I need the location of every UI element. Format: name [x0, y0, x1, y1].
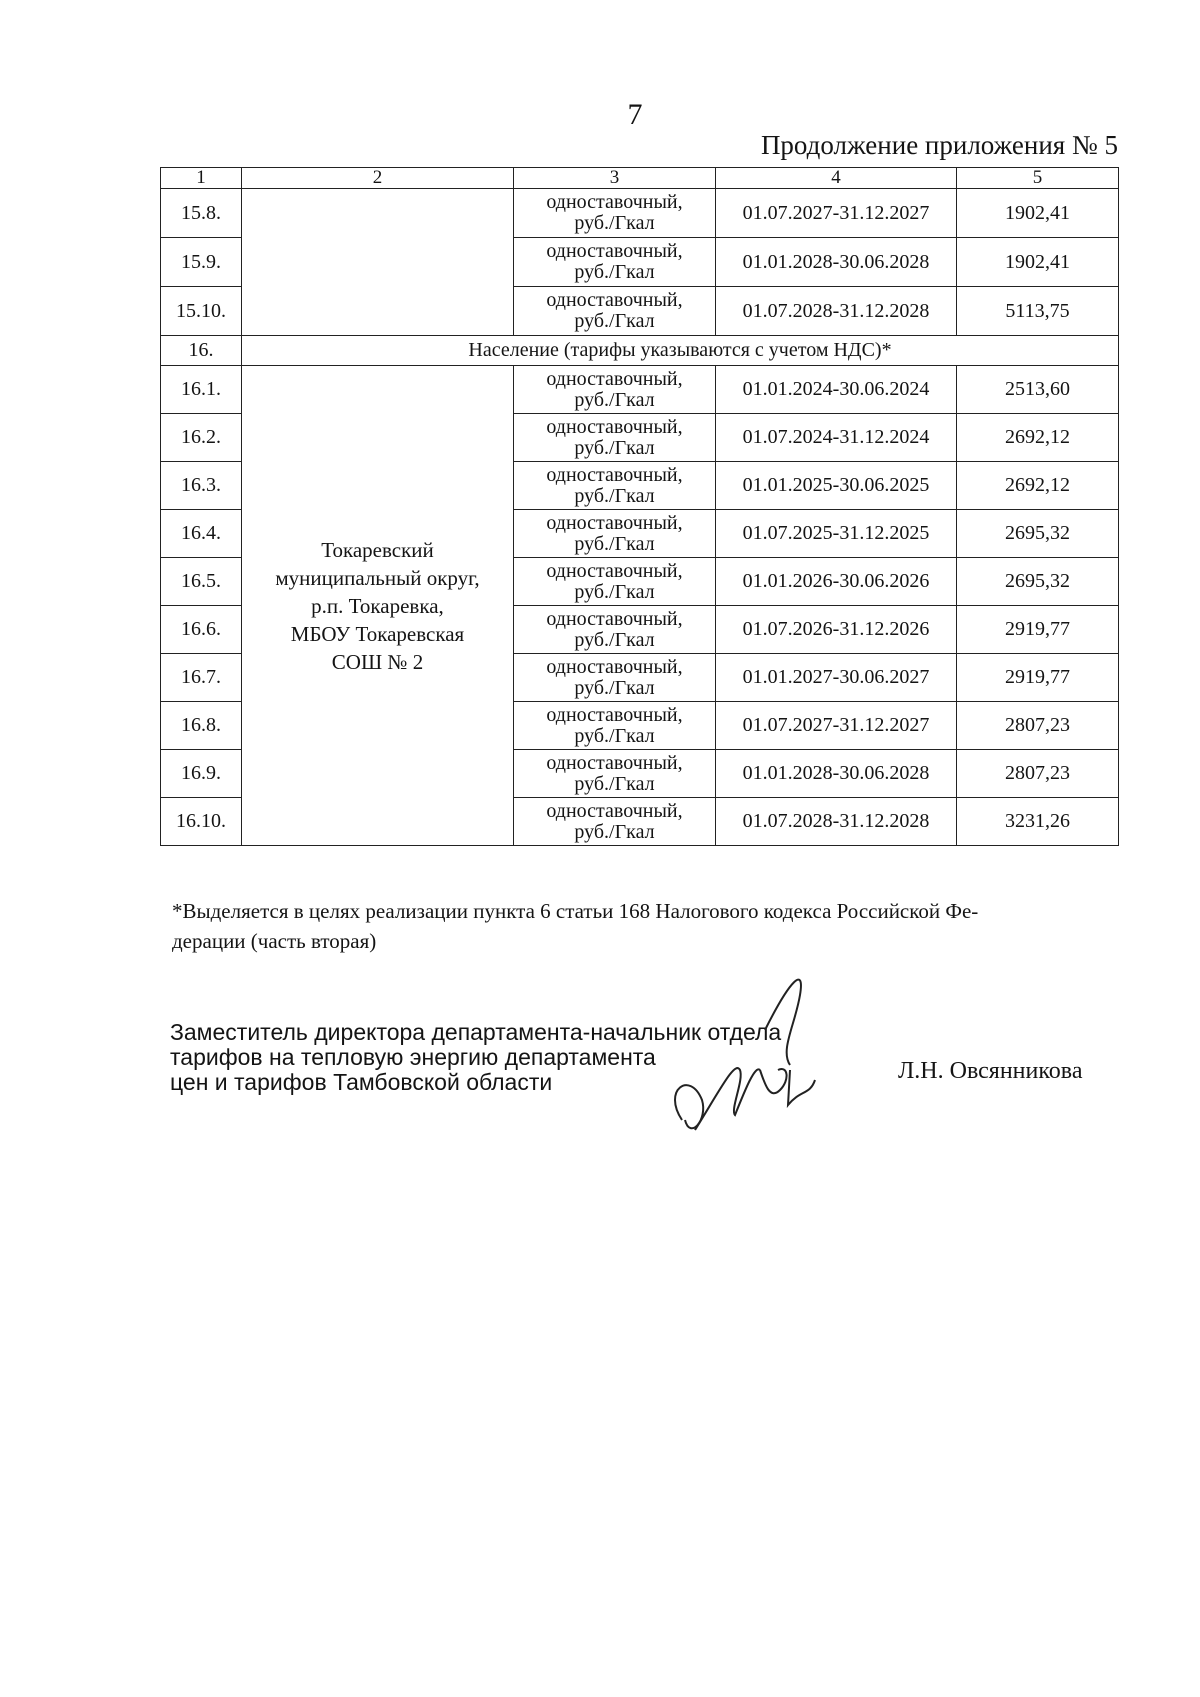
tariff-type-cell	[514, 238, 716, 287]
tariff-value-cell: 2692,12	[957, 462, 1119, 510]
period-cell: 01.01.2028-30.06.2028	[716, 750, 957, 798]
tariff-type-line: одноставочный,	[546, 607, 683, 630]
table-row	[161, 366, 1119, 414]
section-title-cell: Население (тарифы указываются с учетом НДС)*	[242, 336, 1119, 366]
consumer-name-cell	[242, 366, 514, 846]
tariff-unit-line: руб./Гкал	[574, 628, 655, 651]
period-cell: 01.07.2027-31.12.2027	[716, 189, 957, 238]
row-number-cell: 15.10.	[161, 287, 242, 336]
tariff-value-cell: 2695,32	[957, 510, 1119, 558]
tariff-type-line: одноставочный,	[546, 463, 683, 486]
tariff-type-line: одноставочный,	[546, 703, 683, 726]
tariff-value-cell: 5113,75	[957, 287, 1119, 336]
tariff-unit-line: руб./Гкал	[574, 310, 655, 332]
page-number: 7	[627, 98, 643, 131]
tariff-type-cell	[514, 654, 716, 702]
period-cell: 01.07.2026-31.12.2026	[716, 606, 957, 654]
tariff-type-cell	[514, 366, 716, 414]
tariff-unit-line: руб./Гкал	[574, 388, 655, 411]
tariff-value-cell: 2807,23	[957, 750, 1119, 798]
period-cell: 01.01.2024-30.06.2024	[716, 366, 957, 414]
consumer-name-line: СОШ № 2	[331, 649, 424, 674]
tariff-type-line: одноставочный,	[546, 191, 683, 213]
column-header: 3	[514, 168, 716, 189]
footnote-line: дерации (часть вторая)	[172, 929, 377, 953]
row-number-cell: 16.6.	[161, 606, 242, 654]
footnote-line: *Выделяется в целях реализации пункта 6 статьи 168 Налогового кодекса Российской Фе-	[172, 899, 979, 923]
position-line: Заместитель директора департамента-начальник отдела	[170, 1019, 782, 1045]
tariff-type-cell	[514, 750, 716, 798]
tariff-value-cell: 1902,41	[957, 238, 1119, 287]
tariff-unit-line: руб./Гкал	[574, 820, 655, 843]
tariff-table	[160, 167, 1119, 846]
tariff-unit-line: руб./Гкал	[574, 580, 655, 603]
tariff-value-cell: 2919,77	[957, 606, 1119, 654]
appendix-continuation-title: Продолжение приложения № 5	[760, 130, 1118, 160]
tariff-type-cell	[514, 462, 716, 510]
tariff-type-line: одноставочный,	[546, 655, 683, 678]
tariff-type-line: одноставочный,	[546, 289, 683, 311]
period-cell: 01.01.2028-30.06.2028	[716, 238, 957, 287]
tariff-value-cell: 2919,77	[957, 654, 1119, 702]
period-cell: 01.01.2026-30.06.2026	[716, 558, 957, 606]
row-number-cell: 16.9.	[161, 750, 242, 798]
period-cell: 01.01.2025-30.06.2025	[716, 462, 957, 510]
table-header-row	[161, 168, 1119, 189]
tariff-type-line: одноставочный,	[546, 751, 683, 774]
tariff-unit-line: руб./Гкал	[574, 436, 655, 459]
tariff-unit-line: руб./Гкал	[574, 532, 655, 555]
tariff-type-line: одноставочный,	[546, 240, 683, 262]
row-number-cell: 16.1.	[161, 366, 242, 414]
tariff-type-line: одноставочный,	[546, 511, 683, 534]
consumer-name-line: Токаревский	[321, 537, 434, 562]
period-cell: 01.07.2024-31.12.2024	[716, 414, 957, 462]
period-cell: 01.07.2025-31.12.2025	[716, 510, 957, 558]
consumer-name-line: МБОУ Токаревская	[290, 621, 465, 646]
row-number-cell: 16.2.	[161, 414, 242, 462]
tariff-type-line: одноставочный,	[546, 415, 683, 438]
column-header: 2	[242, 168, 514, 189]
period-cell: 01.01.2027-30.06.2027	[716, 654, 957, 702]
tariff-value-cell: 3231,26	[957, 798, 1119, 846]
tariff-type-cell	[514, 606, 716, 654]
consumer-name-line: р.п. Токаревка,	[311, 593, 444, 618]
tariff-type-line: одноставочный,	[546, 799, 683, 822]
row-number-cell: 16.3.	[161, 462, 242, 510]
row-number-cell: 16.5.	[161, 558, 242, 606]
tariff-type-cell	[514, 189, 716, 238]
tariff-value-cell: 2807,23	[957, 702, 1119, 750]
tariff-value-cell: 2695,32	[957, 558, 1119, 606]
tariff-unit-line: руб./Гкал	[574, 261, 655, 283]
section-row	[161, 336, 1119, 366]
tariff-value-cell: 1902,41	[957, 189, 1119, 238]
tariff-unit-line: руб./Гкал	[574, 724, 655, 747]
tariff-type-cell	[514, 558, 716, 606]
tariff-unit-line: руб./Гкал	[574, 212, 655, 234]
tariff-value-cell: 2692,12	[957, 414, 1119, 462]
column-header: 5	[957, 168, 1119, 189]
row-number-cell: 16.10.	[161, 798, 242, 846]
row-number-cell: 15.8.	[161, 189, 242, 238]
tariff-type-cell	[514, 510, 716, 558]
table-row	[161, 189, 1119, 238]
row-number-cell: 15.9.	[161, 238, 242, 287]
row-number-cell: 16.4.	[161, 510, 242, 558]
signer-name: Л.Н. Овсянникова	[898, 1058, 1083, 1084]
period-cell: 01.07.2027-31.12.2027	[716, 702, 957, 750]
tariff-type-cell	[514, 414, 716, 462]
tariff-type-line: одноставочный,	[546, 559, 683, 582]
handwritten-signature	[660, 970, 860, 1150]
tariff-unit-line: руб./Гкал	[574, 772, 655, 795]
tariff-type-cell	[514, 287, 716, 336]
tariff-type-line: одноставочный,	[546, 367, 683, 390]
row-number-cell: 16.7.	[161, 654, 242, 702]
row-number-cell: 16.8.	[161, 702, 242, 750]
column-header: 4	[716, 168, 957, 189]
tariff-unit-line: руб./Гкал	[574, 676, 655, 699]
period-cell: 01.07.2028-31.12.2028	[716, 287, 957, 336]
tariff-value-cell: 2513,60	[957, 366, 1119, 414]
position-line: тарифов на тепловую энергию департамента	[170, 1044, 656, 1070]
period-cell: 01.07.2028-31.12.2028	[716, 798, 957, 846]
tariff-unit-line: руб./Гкал	[574, 484, 655, 507]
section-number-cell: 16.	[161, 336, 242, 366]
consumer-name-line: муниципальный округ,	[275, 565, 480, 590]
column-header: 1	[161, 168, 242, 189]
tariff-type-cell	[514, 702, 716, 750]
position-line: цен и тарифов Тамбовской области	[170, 1069, 553, 1095]
empty-owner-cell	[242, 189, 514, 336]
footnote	[172, 896, 1112, 956]
tariff-type-cell	[514, 798, 716, 846]
